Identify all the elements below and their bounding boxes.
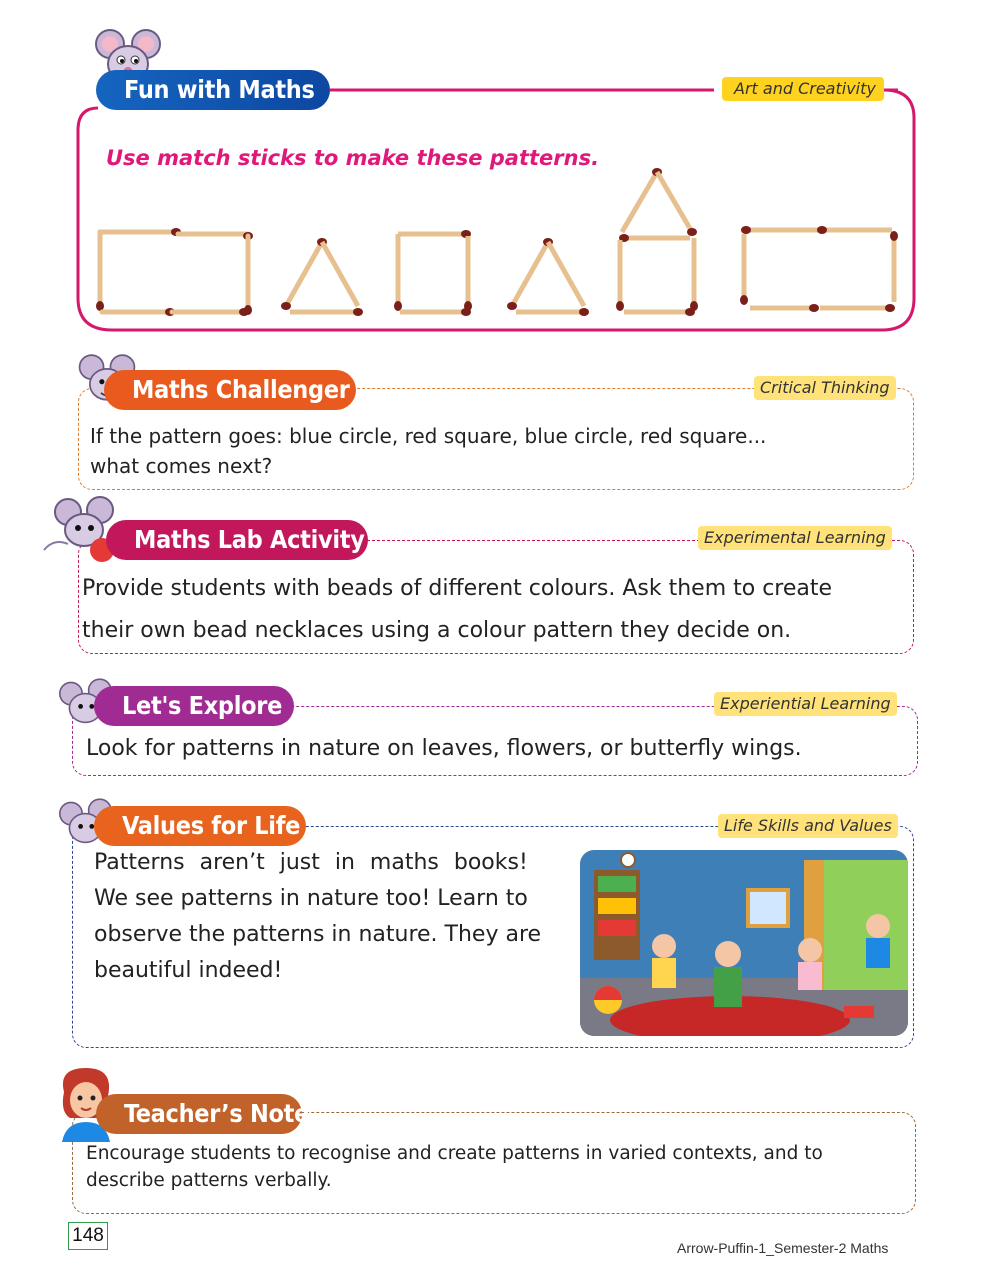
maths-lab-line-1: Provide students with beads of different colours. Ask them to create — [82, 576, 833, 601]
pattern-triangle — [507, 238, 589, 316]
pattern-rectangle — [96, 228, 253, 316]
teachers-note-line-1: Encourage students to recognise and create patterns in varied contexts, and to — [86, 1143, 823, 1164]
maths-lab-tag: Experimental Learning — [698, 526, 892, 550]
lets-explore-line-1: Look for patterns in nature on leaves, flowers, or butterfly wings. — [86, 736, 802, 761]
fun-with-maths-instruction: Use match sticks to make these patterns. — [106, 146, 600, 170]
page-number: 148 — [68, 1222, 108, 1250]
classroom-illustration — [580, 850, 908, 1036]
fun-with-maths-tag: Art and Creativity — [722, 77, 884, 101]
maths-lab-title: Maths Lab Activity — [106, 520, 368, 560]
values-tag: Life Skills and Values — [718, 814, 898, 838]
maths-lab-line-2: their own bead necklaces using a colour pattern they decide on. — [82, 618, 792, 643]
lets-explore-title: Let's Explore — [94, 686, 294, 726]
values-title: Values for Life — [94, 806, 306, 846]
pattern-house — [616, 168, 698, 316]
teachers-note-title: Teacher’s Note — [96, 1094, 302, 1134]
pattern-square — [394, 230, 472, 316]
teachers-note-line-2: describe patterns verbally. — [86, 1170, 332, 1191]
footer-book-title: Arrow-Puffin-1_Semester-2 Maths — [677, 1240, 889, 1256]
lets-explore-tag: Experiential Learning — [714, 692, 897, 716]
values-line-2: We see patterns in nature too! Learn to — [94, 886, 528, 911]
maths-challenger-line-1: If the pattern goes: blue circle, red square, blue circle, red square... — [90, 424, 767, 448]
pattern-triangle — [281, 238, 363, 316]
values-line-1: Patterns aren’t just in maths books! — [94, 850, 528, 875]
values-line-4: beautiful indeed! — [94, 958, 283, 983]
maths-challenger-line-2: what comes next? — [90, 454, 273, 478]
maths-challenger-tag: Critical Thinking — [754, 376, 896, 400]
values-line-3: observe the patterns in nature. They are — [94, 922, 542, 947]
pattern-rectangle — [740, 226, 898, 312]
match-stick-patterns — [90, 166, 910, 326]
maths-challenger-title: Maths Challenger — [104, 370, 356, 410]
fun-with-maths-title: Fun with Maths — [96, 70, 330, 110]
